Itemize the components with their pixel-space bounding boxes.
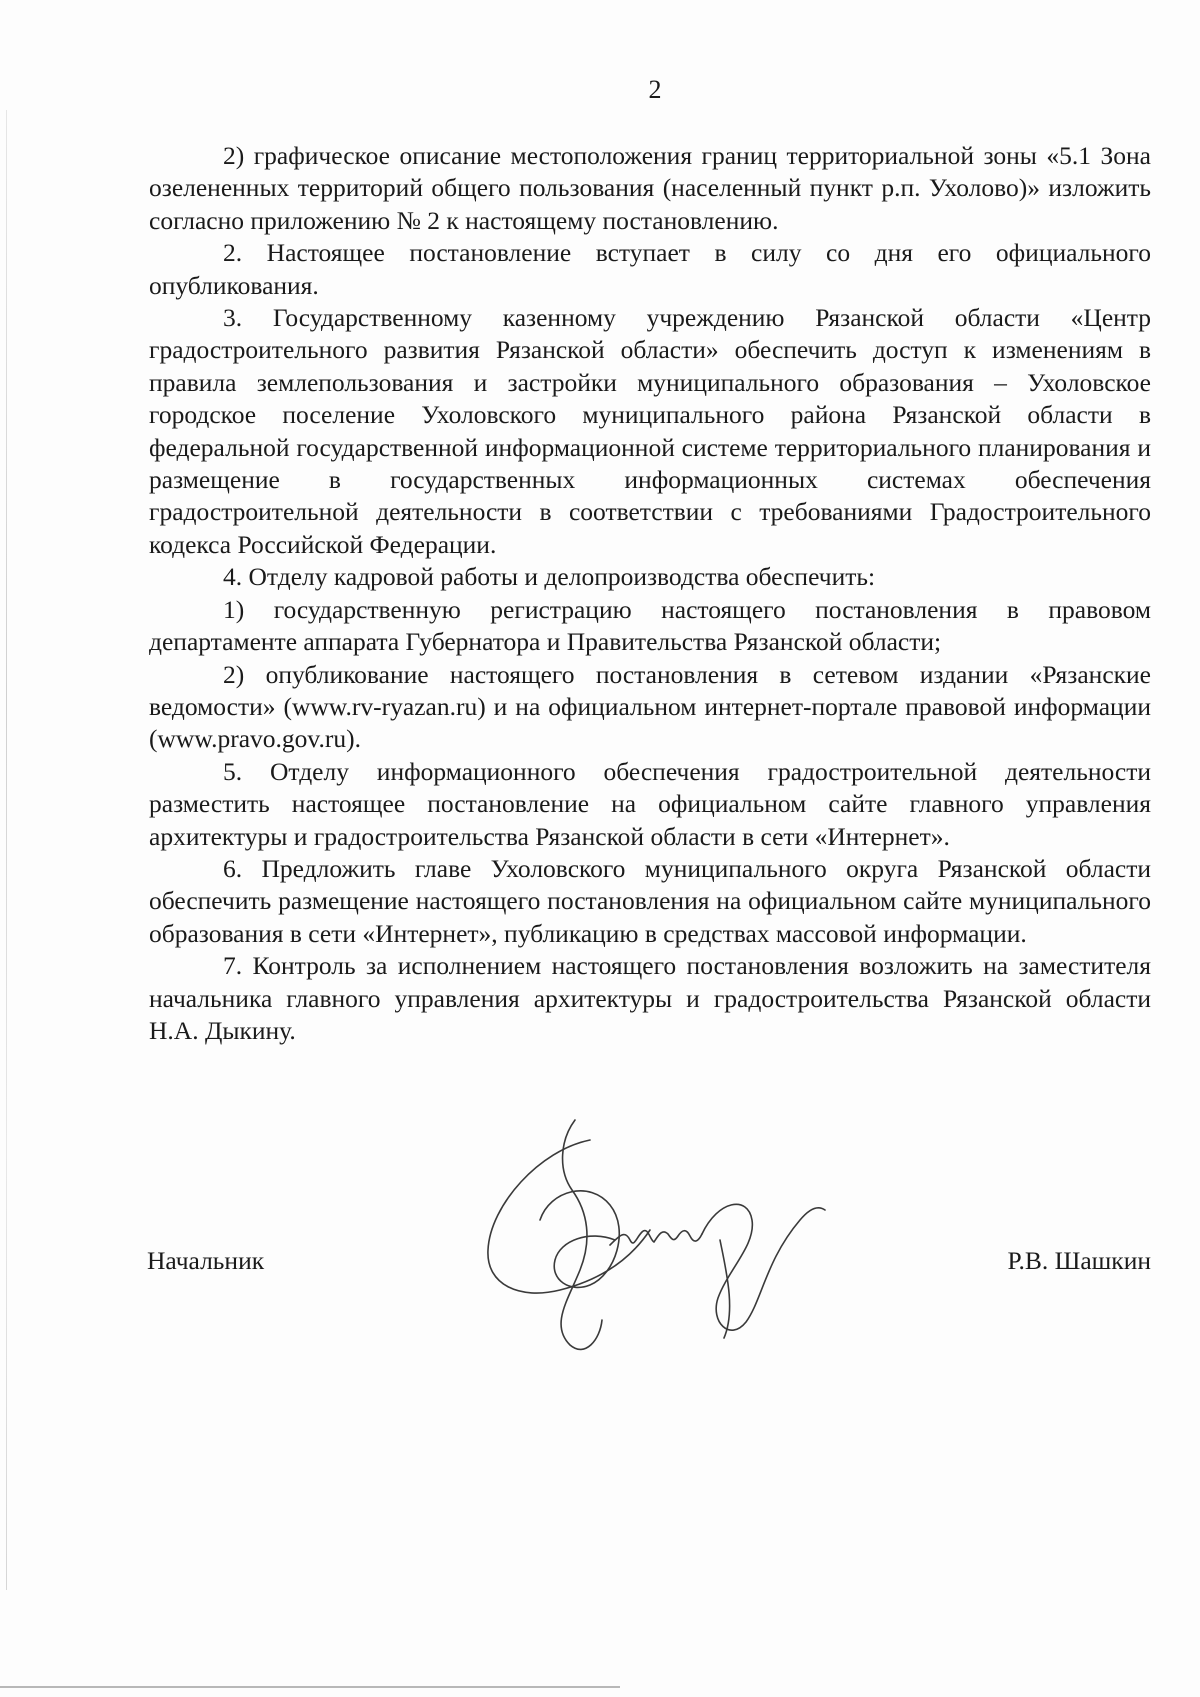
scan-bottom-edge <box>0 1686 620 1688</box>
scan-left-edge <box>6 110 7 1590</box>
paragraph-item-7: 7. Контроль за исполнением настоящего постановления возложить на заместителя начальника главного управления архитектуры и градостроительства Рязанской области Н.А. Дыкину. <box>149 951 1151 1045</box>
document-body <box>149 140 1151 1047</box>
paragraph-item-4-2: 2) опубликование настоящего постановления в сетевом издании «Рязанские ведомости» (www.rv-ryazan.ru) и на официальном интернет-портале правовой информации (www.pravo.gov.ru). <box>149 659 1151 754</box>
signatory-title: Начальник <box>147 1246 265 1275</box>
page-number: 2 <box>648 75 662 104</box>
paragraph-item-2: 2. Настоящее постановление вступает в силу со дня его официального опубликования. <box>149 238 1151 300</box>
signatory-name: Р.В. Шашкин <box>1007 1246 1151 1275</box>
paragraph-item-3: 3. Государственному казенному учреждению Рязанской области «Центр градостроительного развития Рязанской области» обеспечить доступ к изменениям в правила землепользования и застройки муниципального образования – Ухоловское городское поселение Ухоловского муниципального района Рязанской области в федеральной государственной информационной системе территориального планирования и размещение в государственных информационных системах обеспечения градостроительной деятельности в соответствии с требованиями Градостроительного кодекса Российской Федерации. <box>149 303 1151 559</box>
paragraph-item-6: 6. Предложить главе Ухоловского муниципального округа Рязанской области обеспечить размещение настоящего постановления на официальном сайте муниципального образования в сети «Интернет», публикацию в средствах массовой информации. <box>149 853 1151 948</box>
handwritten-signature-icon <box>480 1110 840 1360</box>
paragraph-item-4-1: 1) государственную регистрацию настоящего постановления в правовом департаменте аппарата Губернатора и Правительства Рязанской области; <box>149 594 1151 657</box>
paragraph-item-4: 4. Отделу кадровой работы и делопроизводства обеспечить: <box>223 562 876 592</box>
paragraph-graphic-description: 2) графическое описание местоположения границ территориальной зоны «5.1 Зона озелененных территорий общего пользования (населенный пункт р.п. Ухолово)» изложить согласно приложению № 2 к настоящему постановлению. <box>149 141 1151 235</box>
paragraph-item-5: 5. Отделу информационного обеспечения градостроительной деятельности разместить настоящее постановление на официальном сайте главного управления архитектуры и градостроительства Рязанской области в сети «Интернет». <box>149 756 1151 851</box>
